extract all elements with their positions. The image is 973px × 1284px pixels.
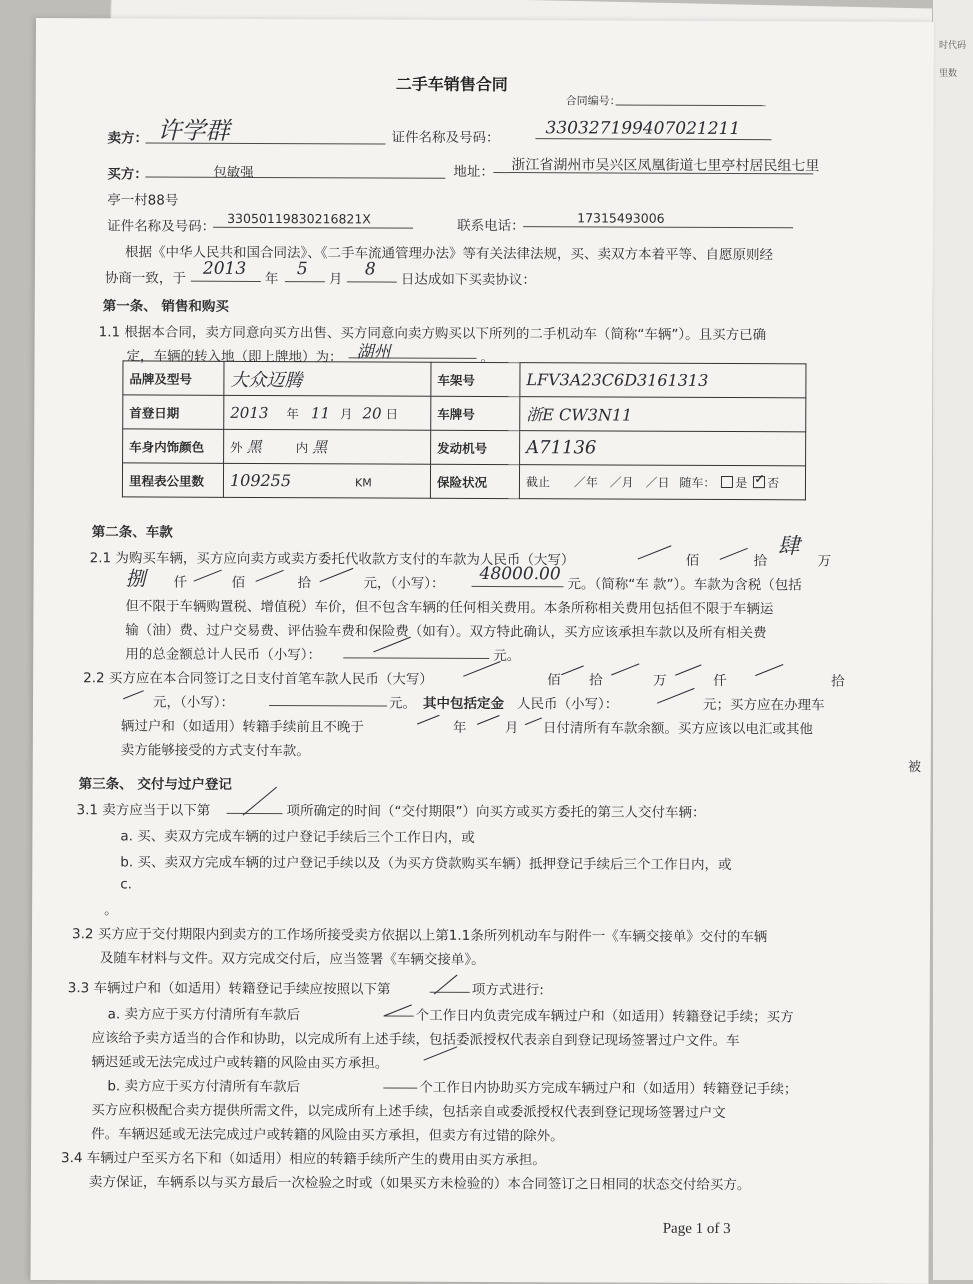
- reg-y: 年: [286, 405, 299, 421]
- article-3-4-cont: 卖方保证，车辆系以与买方最后一次检验之时或（如果买方未检验的）本合同签订之日相同的状态交付给买方。: [88, 1174, 751, 1194]
- brand-value: 大众迈腾: [230, 369, 303, 391]
- strike-mark: [256, 570, 284, 582]
- unit-qian-2: 仟: [713, 672, 727, 690]
- delivery-option-line: [227, 813, 283, 814]
- mileage-label: 里程表公里数: [122, 463, 223, 497]
- strike-mark: [417, 715, 440, 725]
- option-c: c.: [120, 876, 132, 893]
- strike-mark: [638, 545, 672, 559]
- article-3-2-cont: 及随车材料与文件。双方完成交付后，应当签署《车辆交接单》。: [99, 950, 485, 968]
- buyer-phone: 17315493006: [577, 210, 665, 226]
- article-1-1: 1.1 根据本合同，卖方同意向买方出售、买方同意向卖方购买以下所列的二手机动车（简称“车辆”）。且买方已确: [98, 324, 767, 344]
- article-2-2: 2.2 买方应在本合同签订之日支付首笔车款人民币（大写）: [83, 670, 433, 688]
- article-2-2-line2e: 元；买方应在办理车: [702, 696, 825, 714]
- checkbox-no[interactable]: [753, 476, 765, 488]
- contract-no-line: [616, 105, 766, 107]
- article-2-2-line3a: 辆过户和（如适用）转籍手续前且不晚于: [120, 718, 364, 736]
- total-unit: 元。: [493, 648, 521, 665]
- adjacent-paper: [932, 0, 973, 1280]
- vin-label: 车架号: [431, 362, 520, 396]
- ins-d: 日: [657, 475, 670, 490]
- reg-day: 20: [362, 403, 382, 423]
- intro-suffix: 日达成如下买卖协议：: [400, 271, 536, 289]
- intro-month-line: [285, 281, 325, 282]
- brand-label: 品牌及型号: [123, 361, 224, 395]
- table-row: [123, 395, 806, 432]
- article-3-4: 3.4 车辆过户至买方名下和（如适用）相应的转籍手续所产生的费用由买方承担。: [60, 1150, 546, 1169]
- insurance-label: 保险状况: [430, 464, 519, 498]
- article-2-2-y: 年: [452, 719, 467, 736]
- unit-wan-2: 万: [653, 672, 667, 689]
- strike-mark: [123, 690, 144, 699]
- strike-mark: [477, 715, 500, 725]
- total-line: [343, 657, 489, 659]
- unit-shi-3: 拾: [589, 672, 603, 689]
- insurance-follow: 随车：: [679, 475, 716, 490]
- document-title: 二手车销售合同: [395, 74, 508, 95]
- article-2-2-line2d: 人民币（小写）：: [516, 696, 619, 713]
- strike-mark: [561, 665, 584, 675]
- strike-mark: [720, 548, 748, 560]
- yes-label: 是: [735, 476, 748, 491]
- strike-mark: [463, 661, 501, 677]
- transfer-place: 湖州: [356, 342, 391, 363]
- outer-color: 黑: [246, 437, 262, 456]
- buyer-name-line: [145, 176, 445, 178]
- article-3-3-a: a. 卖方应于买方付清所有车款后: [107, 1006, 301, 1024]
- reg-year: 2013: [230, 403, 269, 422]
- article-3-3-a-line3: 辆迟延或无法完成过户或转籍的风险由买方承担。: [91, 1054, 389, 1072]
- article-2-2-line3d: 日付清所有车款余额。买方应该以电汇或其他: [542, 720, 813, 738]
- vin-value: LFV3A23C6D3161313: [526, 370, 709, 390]
- article-3-3: 3.3 车辆过户和（如适用）转籍登记手续应按照以下第: [67, 980, 391, 998]
- amount-qian-handwritten: 捌: [125, 566, 146, 591]
- amount-wan-handwritten: 肆: [777, 534, 800, 560]
- down-payment-line: [269, 705, 387, 707]
- strike-mark: [611, 663, 639, 675]
- option-b: b. 买、卖双方完成车辆的过户登记手续以及（为买方贷款购买车辆）抵押登记手续后三个工作日内，或: [120, 854, 732, 874]
- strike-mark: [657, 688, 695, 704]
- buyer-id-label: 证件名称及号码：: [107, 218, 216, 235]
- outer-label: 外: [230, 439, 243, 455]
- vehicle-info-table: [122, 360, 807, 500]
- phone-label: 联系电话：: [457, 217, 525, 235]
- buyer-address: 浙江省湖州市吴兴区凤凰街道七里亭村居民组七里: [511, 157, 820, 175]
- article-3-3-b-line3: 件。车辆迟延或无法完成过户或转籍的风险由买方承担，但卖方有过错的除外。: [91, 1126, 564, 1145]
- article-2-2-line4: 卖方能够接受的方式支付车款。: [120, 742, 310, 760]
- intro-y: 年: [264, 271, 279, 288]
- buyer-id-line: [213, 227, 413, 229]
- plate-label: 车牌号: [431, 396, 520, 430]
- ins-m: 月: [621, 475, 634, 490]
- option-a: a. 买、卖双方完成车辆的过户登记手续后三个工作日内，或: [120, 828, 475, 846]
- article-2-1-cont: 元。（简称“车 款”）。车款为含税（包括: [567, 576, 802, 594]
- seller-id: 330327199407021211: [545, 118, 741, 140]
- strike-mark: [243, 787, 277, 816]
- reg-month: 11: [310, 403, 331, 422]
- page-number: Page 1 of 3: [662, 1220, 731, 1238]
- article-2-1-line4: 输（油）费、过户交易费、评估验车费和保险费（如有）。双方特此确认，买方应该承担车款以及所有相关费: [125, 622, 767, 642]
- strike-mark: [423, 1046, 457, 1060]
- article-3-1-cont: 项所确定的时间（“交付期限”）向买方或买方委托的第三人交付车辆：: [286, 803, 706, 821]
- unit-shi-4: 拾: [831, 673, 845, 690]
- reg-d: 日: [385, 406, 399, 422]
- price-amount: 48000.00: [479, 563, 561, 585]
- reg-date-label: 首登日期: [123, 395, 224, 429]
- article-2-1-line3: 但不限于车辆购置税、增值税）车价，但不包含车辆的任何相关费用。本条所称相关费用包括但不限于车辆运: [125, 598, 774, 618]
- intro-day-line: [347, 281, 397, 282]
- inner-color: 黑: [312, 438, 328, 457]
- article-3-2: 3.2 买方应于交付期限内到卖方的工作场所接受卖方依据以上第1.1条所列机动车与附件一《车辆交接单》交付的车辆: [71, 926, 768, 946]
- strike-mark: [320, 568, 354, 582]
- engine-value: A71136: [526, 437, 597, 459]
- article-2-2-m: 月: [504, 720, 519, 737]
- buyer-label: 买方：: [107, 166, 148, 183]
- strike-mark: [755, 664, 783, 676]
- article-3-1: 3.1 卖方应当于以下第: [76, 802, 211, 819]
- unit-bai-2: 佰: [231, 574, 246, 591]
- side-text-edge: 被: [908, 760, 922, 775]
- intro-year-line: [191, 281, 261, 282]
- ins-y: 年: [585, 475, 598, 490]
- color-label: 车身内饰颜色: [123, 429, 224, 463]
- article-3-3-b-line2: 买方应积极配合卖方提供所需文件，以完成所有上述手续，包括亲自或委派授权代表到登记现场签署过户文: [91, 1102, 726, 1122]
- insurance-until: 截止: [525, 475, 551, 490]
- plate-value: 浙E CW3N11: [526, 405, 633, 425]
- intro-month: 5: [296, 259, 308, 280]
- article-3-3-b-cont: 个工作日内协助买方完成车辆过户和（如适用）转籍登记手续；: [419, 1079, 798, 1098]
- seller-id-line: [535, 138, 771, 140]
- article-2-1: 2.1 为购买车辆，买方应向卖方或卖方委托代收款方支付的车款为人民币（大写）: [89, 550, 575, 569]
- article-3-3-a-line2: 应该给予卖方适当的合作和协助，以完成所有上述手续，包括委派授权代表亲自到登记现场签署过户文件。车: [91, 1030, 740, 1050]
- article-2-2-line2a: 元，（小写）：: [152, 694, 235, 711]
- seller-name: 许学群: [157, 116, 230, 145]
- seller-id-label: 证件名称及号码：: [391, 129, 500, 147]
- address-label: 地址：: [453, 163, 494, 180]
- intro-text: 根据《中华人民共和国合同法》、《二手车流通管理办法》等有关法律法规，买、卖双方本着平等、自愿原则经: [124, 244, 774, 264]
- article-2-2-deposit: 其中包括定金: [422, 695, 505, 713]
- article-2-title: 第二条、车款: [91, 524, 173, 541]
- unit-bai-3: 佰: [547, 672, 561, 689]
- unit-qian: 仟: [173, 574, 188, 591]
- side-text: 里数: [939, 69, 958, 79]
- contract-no-label: 合同编号：: [565, 94, 621, 108]
- km-unit: KM: [355, 476, 372, 490]
- article-3-3-a-cont: 个工作日内负责完成车辆过户和（如适用）转籍登记手续；买方: [415, 1007, 794, 1026]
- strike-mark: [675, 664, 701, 675]
- buyer-name: 包敏强: [213, 164, 254, 181]
- reg-m: 月: [339, 405, 353, 421]
- checkbox-yes[interactable]: [721, 476, 733, 488]
- article-2-2-line2b: 元。: [388, 695, 417, 712]
- article-1-1-cont: 定，车辆的转入地（即上牌地）为：: [126, 348, 343, 366]
- contract-page: [30, 18, 933, 1284]
- no-label: 否: [767, 476, 780, 491]
- buyer-address-cont: 亭一村88号: [107, 192, 179, 209]
- engine-label: 发动机号: [431, 430, 520, 464]
- table-row: 里程表公里数 109255 KM 保险状况 截止 ／年 ／月 ／日 随车： 是 ✓ 否: [122, 463, 805, 500]
- unit-wan: 万: [817, 553, 832, 570]
- table-row: [123, 429, 806, 466]
- article-1-1-end: 。: [480, 349, 495, 367]
- table-row: [123, 361, 806, 398]
- mileage-value: 109255: [229, 470, 292, 491]
- article-3-title: 第三条、 交付与过户登记: [78, 776, 232, 793]
- option-c-end: 。: [104, 902, 118, 919]
- seller-label: 卖方：: [107, 130, 149, 147]
- lowercase-label: 元，（小写）：: [363, 575, 445, 592]
- side-text: 时代码: [939, 41, 967, 51]
- unit-shi: 拾: [753, 553, 768, 570]
- intro-year: 2013: [202, 258, 247, 279]
- article-2-1-line5: 用的总金额总计人民币（小写）：: [125, 646, 322, 664]
- article-3-3-cont: 项方式进行:: [471, 981, 544, 999]
- phone-line: [523, 226, 793, 228]
- article-3-3-b: b. 卖方应于买方付清所有车款后: [107, 1078, 301, 1096]
- strike-mark: [194, 570, 222, 582]
- unit-bai: 佰: [685, 552, 700, 569]
- unit-shi-2: 拾: [297, 575, 312, 592]
- intro-m: 月: [328, 271, 343, 288]
- days-line-b: [383, 1088, 417, 1089]
- strike-mark: [525, 717, 542, 725]
- intro-day: 8: [364, 259, 376, 280]
- price-line: [472, 586, 564, 587]
- buyer-id: 33050119830216821X: [227, 210, 371, 227]
- intro-date-prefix: 协商一致，于: [104, 270, 186, 287]
- article-1-title: 第一条、 销售和购买: [102, 298, 229, 315]
- days-line-a: [384, 1016, 414, 1017]
- inner-label: 内: [295, 440, 309, 456]
